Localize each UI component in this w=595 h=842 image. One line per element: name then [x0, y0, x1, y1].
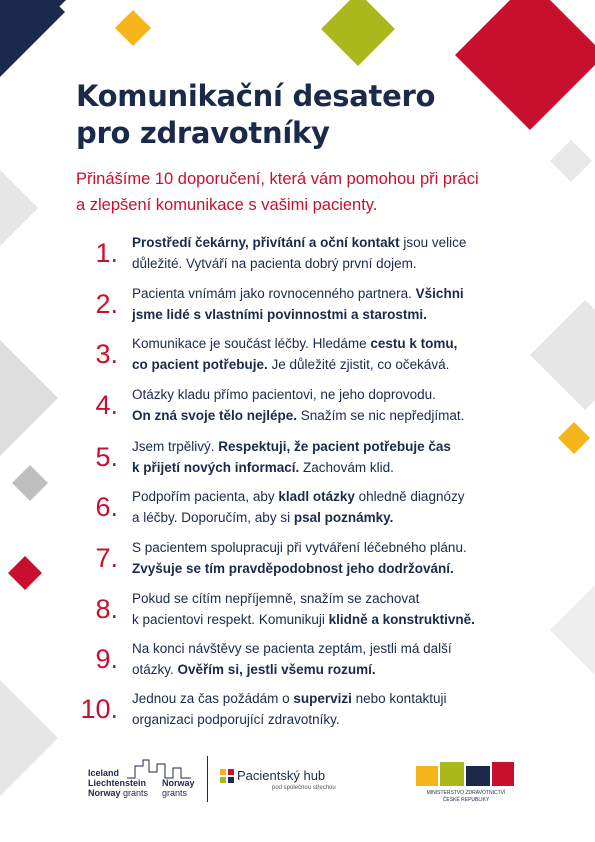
item-text-segment: Na konci návštěvy se pacienta zeptám, jestli má další: [132, 641, 452, 656]
list-item: [0, 436, 595, 484]
item-text-bold: Respektuji, že pacient potřebuje čas: [218, 439, 451, 454]
item-text-segment: k pacientovi respekt. Komunikuji: [132, 612, 329, 627]
item-text-line: [132, 486, 532, 507]
title-line-2: pro zdravotníky: [76, 116, 330, 150]
item-text-line: [132, 283, 532, 304]
item-text-line: [132, 709, 532, 730]
item-text-bold: Zvyšuje se tím pravděpodobnost jeho dodržování.: [132, 561, 454, 576]
navy-diamond: [0, 0, 65, 77]
list-item: [0, 283, 595, 331]
item-number: 4.: [95, 390, 118, 420]
item-text-line: [132, 609, 532, 630]
item-text-line: [132, 659, 532, 680]
item-text: [132, 232, 532, 274]
item-text-line: [132, 253, 532, 274]
item-text-segment: otázky.: [132, 662, 178, 677]
item-text-segment: Zachovám klid.: [299, 460, 394, 475]
item-text-segment: Jednou za čas požádám o: [132, 691, 294, 706]
item-number: 1.: [95, 238, 118, 268]
item-text-segment: jsou velice: [399, 235, 467, 250]
yellow-diamond-top: [115, 10, 151, 46]
list-item: [0, 333, 595, 381]
item-text-bold: psal poznámky.: [293, 510, 394, 525]
norway-line-1: Norway: [162, 778, 195, 788]
item-number: 9.: [95, 644, 118, 674]
item-number: 10.: [80, 694, 118, 724]
item-text-segment: nebo kontaktuji: [351, 691, 447, 706]
item-text: [132, 436, 532, 478]
list-item: [0, 638, 595, 686]
item-text-bold: k přijetí nových informací.: [132, 460, 300, 475]
item-text-segment: Jsem trpělivý.: [132, 439, 219, 454]
item-text-bold: supervizi: [293, 691, 352, 706]
intro-text: [76, 166, 531, 218]
item-text-bold: Všichni: [415, 286, 464, 301]
item-text-line: [132, 232, 532, 253]
ministry-line-1: MINISTERSTVO ZDRAVOTNICTVÍ: [426, 790, 506, 796]
item-text-bold: klidně a konstruktivně.: [328, 612, 475, 627]
item-number: 6.: [95, 492, 118, 522]
item-text-segment: Komunikace je součást léčby. Hledáme: [132, 336, 371, 351]
grants-line-3b: grants: [123, 788, 149, 798]
intro-line-2: a zlepšení komunikace s vašimi pacienty.: [76, 196, 378, 214]
item-text: [132, 486, 532, 528]
item-text-bold: jsme lidé s vlastními povinnostmi a starostmi.: [132, 307, 427, 322]
hub-name: Pacientský hub: [237, 768, 326, 783]
item-text-bold: kladl otázky: [278, 489, 355, 504]
item-text-line: [132, 354, 532, 375]
item-number: 5.: [95, 442, 118, 472]
ministry-logo: [416, 762, 516, 786]
ministry-line-2: ČESKÉ REPUBLIKY: [442, 797, 490, 803]
item-text-line: [132, 588, 532, 609]
item-text-bold: On zná svoje tělo nejlépe.: [132, 408, 298, 423]
item-text-line: [132, 304, 532, 325]
item-text: [132, 384, 532, 426]
list-item: [0, 384, 595, 432]
item-text-segment: Pokud se cítím nepříjemně, snažím se zachovat: [132, 591, 420, 606]
item-text-line: [132, 384, 532, 405]
title-line-1: Komunikační desatero: [76, 79, 436, 113]
item-text-bold: co pacient potřebuje.: [132, 357, 268, 372]
grants-line-3a: Norway: [88, 788, 121, 798]
footer-divider: [207, 756, 208, 802]
item-text-segment: důležité. Vytváří na pacienta dobrý první dojem.: [132, 256, 417, 271]
item-text: [132, 283, 532, 325]
item-text-segment: Pacienta vnímám jako rovnocenného partnera.: [132, 286, 416, 301]
item-text-line: [132, 558, 532, 579]
item-text: [132, 638, 532, 680]
grants-line-1: Iceland: [88, 768, 120, 778]
hub-tagline: pod společnou střechou: [272, 785, 336, 791]
intro-line-1: Přinášíme 10 doporučení, která vám pomohou při práci: [76, 170, 479, 188]
item-text-line: [132, 507, 532, 528]
item-text-segment: Je důležité zjistit, co očekává.: [267, 357, 450, 372]
grants-line-3: [88, 788, 148, 798]
item-text-segment: Otázky kladu přímo pacientovi, ne jeho doprovodu.: [132, 387, 436, 402]
item-text-line: [132, 436, 532, 457]
item-text-bold: cestu k tomu,: [370, 336, 458, 351]
ministry-text: [416, 790, 516, 804]
grants-line-2: Liechtenstein: [88, 778, 147, 788]
item-number: 3.: [95, 339, 118, 369]
pacientsky-hub-logo: [220, 769, 234, 783]
item-text-segment: ohledně diagnózy: [354, 489, 465, 504]
item-text: [132, 333, 532, 375]
item-text-bold: Prostředí čekárny, přivítání a oční kontakt: [132, 235, 400, 250]
item-text-segment: organizaci podporující zdravotníky.: [132, 712, 340, 727]
item-text-line: [132, 537, 532, 558]
lime-diamond: [321, 0, 395, 66]
norway-line-2: grants: [162, 788, 188, 798]
norway-logo-text: [162, 778, 195, 798]
footer-logos: [0, 750, 595, 810]
item-text-segment: S pacientem spolupracuji při vytváření léčebného plánu.: [132, 540, 467, 555]
grey-diamond-right-small: [550, 140, 592, 182]
item-text-bold: Ověřím si, jestli všemu rozumí.: [177, 662, 376, 677]
item-text-line: [132, 638, 532, 659]
item-text-segment: Snažím se nic nepředjímat.: [297, 408, 465, 423]
item-text-segment: Podpořím pacienta, aby: [132, 489, 279, 504]
item-text-line: [132, 333, 532, 354]
item-text: [132, 537, 532, 579]
item-text-line: [132, 457, 532, 478]
item-text-line: [132, 405, 532, 426]
item-number: 8.: [95, 594, 118, 624]
item-number: 7.: [95, 543, 118, 573]
item-text: [132, 688, 532, 730]
item-text: [132, 588, 532, 630]
item-text-segment: a léčby. Doporučím, aby si: [132, 510, 294, 525]
item-number: 2.: [95, 289, 118, 319]
list-item: [0, 588, 595, 636]
page-title: [76, 78, 516, 152]
list-item: [0, 537, 595, 585]
list-item: [0, 688, 595, 736]
list-item: [0, 232, 595, 280]
item-text-line: [132, 688, 532, 709]
list-item: [0, 486, 595, 534]
